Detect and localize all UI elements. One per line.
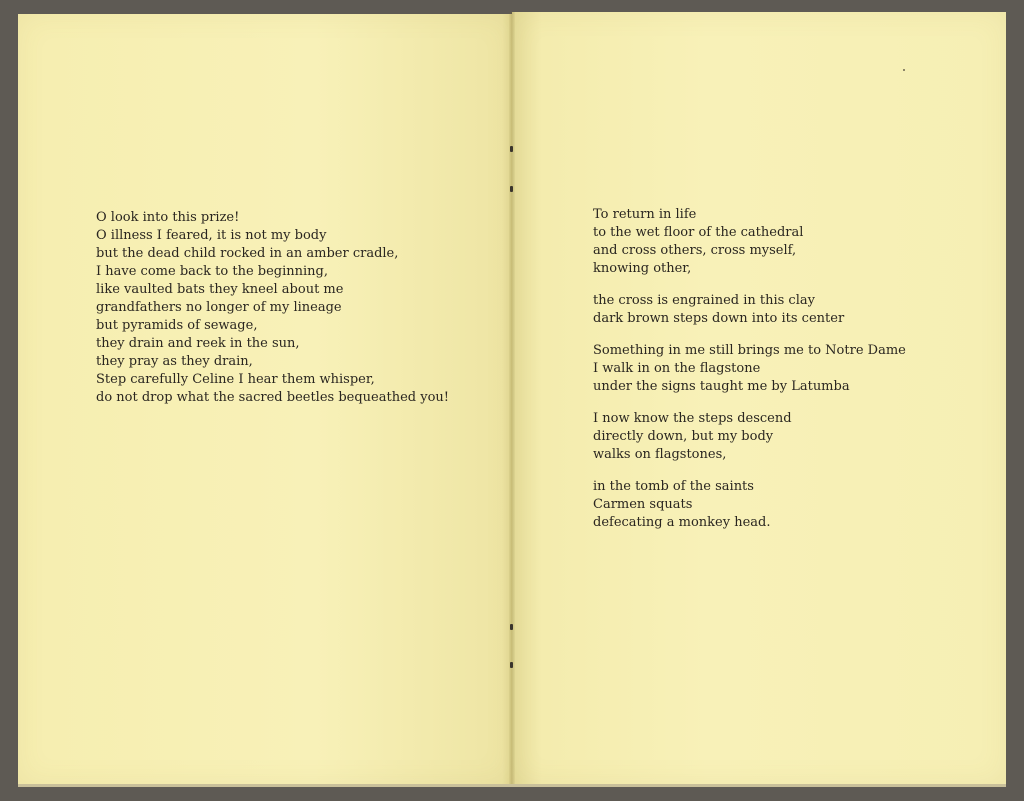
stanza	[593, 342, 906, 396]
poem-line: O look into this prize!	[96, 210, 240, 225]
left-poem	[96, 209, 449, 407]
poem-line: to the wet floor of the cathedral	[593, 225, 804, 240]
poem-line: the cross is engrained in this clay	[593, 293, 815, 308]
poem-line: Step carefully Celine I hear them whisper,	[96, 372, 375, 387]
binding-stitch	[510, 186, 513, 192]
poem-line: Carmen squats	[593, 497, 693, 512]
poem-line: and cross others, cross myself,	[593, 243, 797, 258]
poem-line: To return in life	[593, 207, 697, 222]
poem-line: they pray as they drain,	[96, 354, 253, 369]
poem-line: directly down, but my body	[593, 429, 774, 444]
stanza	[593, 206, 906, 278]
poem-line: in the tomb of the saints	[593, 479, 754, 494]
poem-line: I walk in on the flagstone	[593, 361, 761, 376]
poem-line: under the signs taught me by Latumba	[593, 379, 850, 394]
poem-line: I have come back to the beginning,	[96, 264, 329, 279]
poem-line: walks on flagstones,	[593, 447, 727, 462]
poem-line: like vaulted bats they kneel about me	[96, 282, 344, 297]
poem-line: but pyramids of sewage,	[96, 318, 258, 333]
binding-stitch	[510, 146, 513, 152]
stanza	[593, 478, 906, 532]
poem-line: they drain and reek in the sun,	[96, 336, 300, 351]
poem-line: dark brown steps down into its center	[593, 311, 845, 326]
stanza	[593, 410, 906, 464]
paper-speck	[903, 69, 905, 71]
poem-line: do not drop what the sacred beetles bequeathed you!	[96, 390, 449, 405]
page-bottom-edge	[18, 784, 1006, 787]
binding-stitch	[510, 662, 513, 668]
poem-line: defecating a monkey head.	[593, 515, 771, 530]
poem-line: knowing other,	[593, 261, 692, 276]
poem-line: grandfathers no longer of my lineage	[96, 300, 342, 315]
stanza	[593, 292, 906, 328]
poem-line: O illness I feared, it is not my body	[96, 228, 327, 243]
right-poem	[593, 206, 906, 546]
binding-stitch	[510, 624, 513, 630]
poem-line: Something in me still brings me to Notre Dame	[593, 343, 906, 358]
book-gutter	[509, 12, 515, 784]
poem-line: I now know the steps descend	[593, 411, 792, 426]
poem-line: but the dead child rocked in an amber cradle,	[96, 246, 399, 261]
